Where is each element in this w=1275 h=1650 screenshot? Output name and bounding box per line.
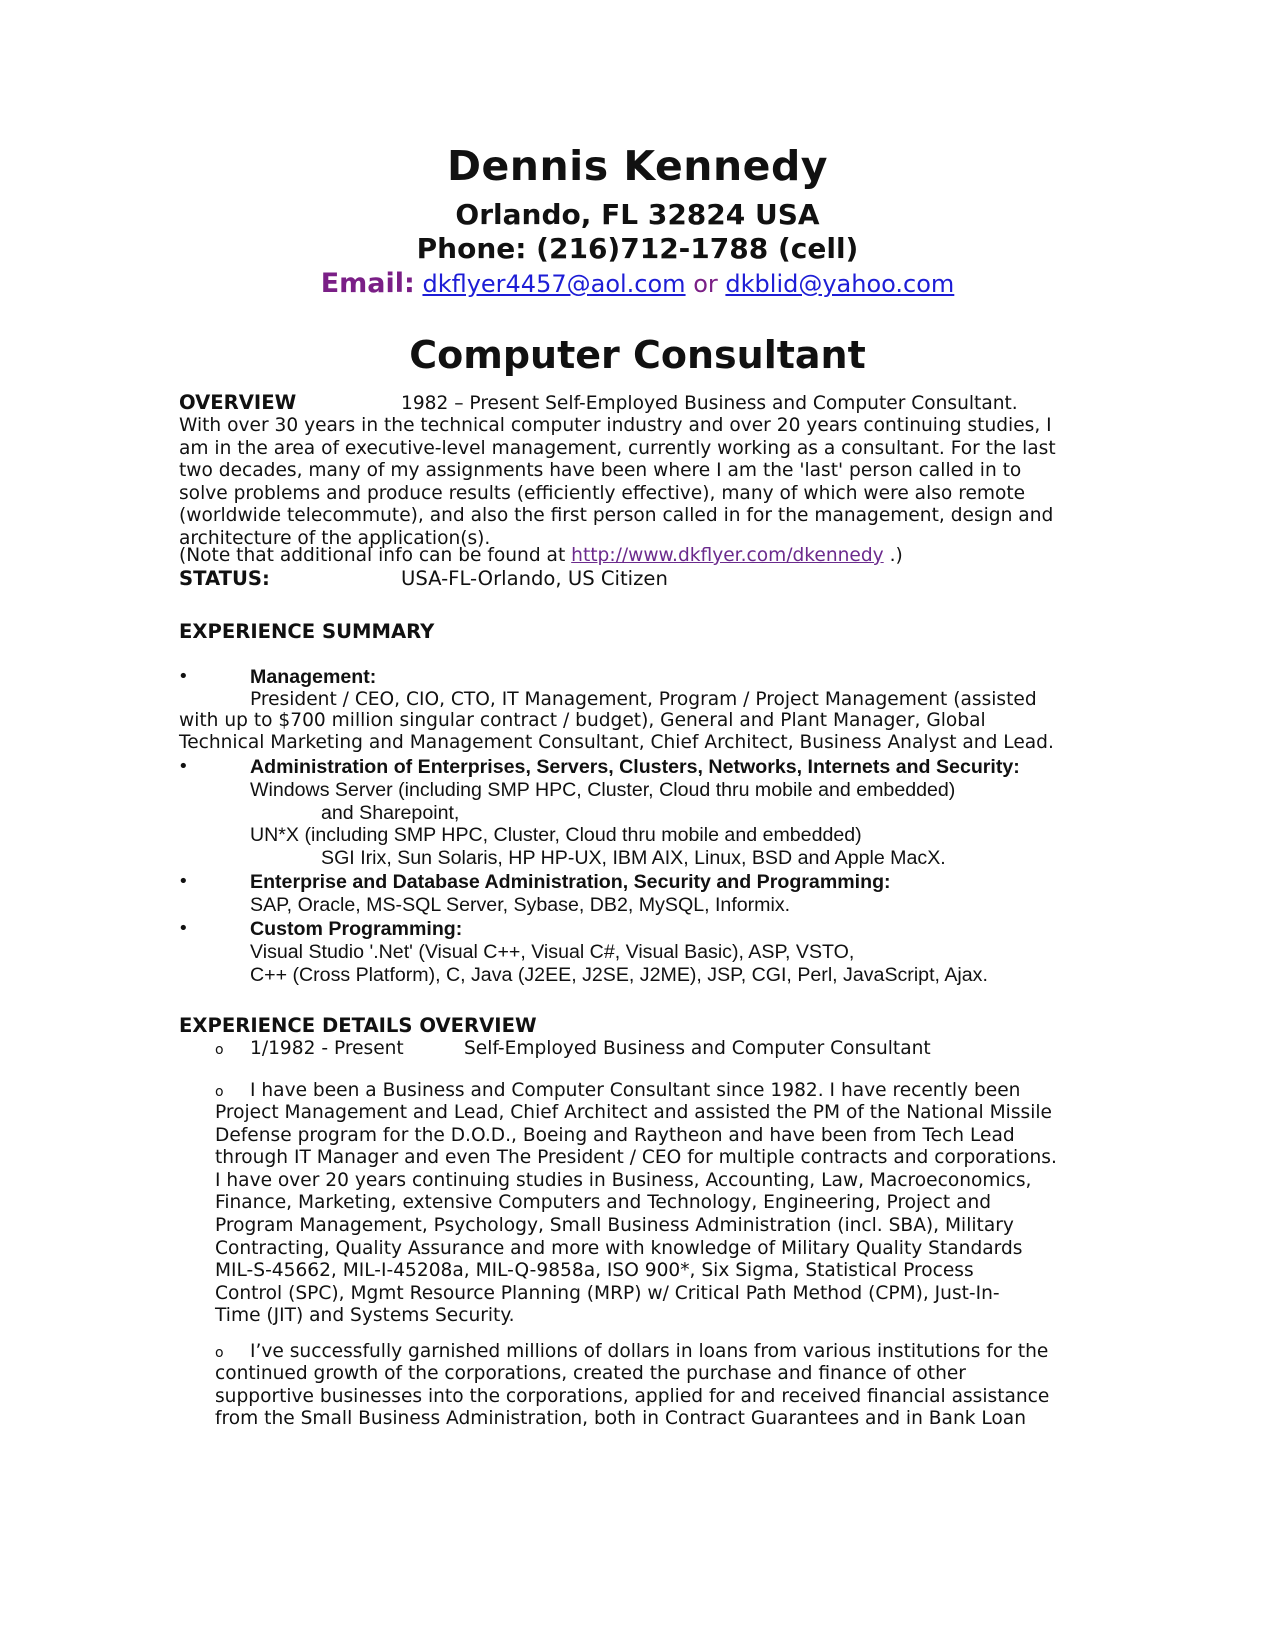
- admin-line: and Sharepoint,: [321, 802, 460, 824]
- email-label: Email:: [320, 268, 415, 299]
- management-line: Technical Marketing and Management Consultant, Chief Architect, Business Analyst and Lead.: [179, 732, 1054, 753]
- email-or: or: [693, 270, 718, 298]
- email-line: [0, 268, 1275, 299]
- bullet-icon: •: [178, 918, 189, 939]
- status-label: STATUS:: [179, 567, 270, 590]
- database-title: Enterprise and Database Administration, Security and Programming:: [250, 871, 891, 893]
- paragraph-line: supportive businesses into the corporations, applied for and received financial assistance: [215, 1385, 1050, 1407]
- admin-line: SGI Irix, Sun Solaris, HP HP-UX, IBM AIX, Linux, BSD and Apple MacX.: [321, 847, 946, 869]
- paragraph-line: Contracting, Quality Assurance and more with knowledge of Military Quality Standards: [215, 1237, 1023, 1259]
- paragraph-line: continued growth of the corporations, created the purchase and finance of other: [215, 1363, 966, 1384]
- overview-line: (worldwide telecommute), and also the first person called in for the management, design and: [179, 505, 1054, 527]
- paragraph-line: I’ve successfully garnished millions of dollars in loans from various institutions for the: [250, 1341, 1049, 1362]
- paragraph-line: Time (JIT) and Systems Security.: [215, 1305, 515, 1327]
- overview-first-line: 1982 – Present Self-Employed Business and Computer Consultant.: [401, 393, 1018, 414]
- management-title: Management:: [250, 666, 377, 688]
- note-suffix: .): [889, 545, 903, 566]
- candidate-phone: Phone: (216)712-1788 (cell): [416, 232, 859, 265]
- paragraph-line: from the Small Business Administration, both in Contract Guarantees and in Bank Loan: [215, 1408, 1026, 1430]
- email-link-aol[interactable]: dkflyer4457@aol.com: [422, 270, 686, 298]
- paragraph-line: Control (SPC), Mgmt Resource Planning (MRP) w/ Critical Path Method (CPM), Just-In-: [215, 1282, 1000, 1304]
- admin-line: Windows Server (including SMP HPC, Cluster, Cloud thru mobile and embedded): [250, 779, 956, 801]
- experience-role: Self-Employed Business and Computer Consultant: [464, 1038, 931, 1059]
- job-title: Computer Consultant: [409, 333, 866, 377]
- programming-line: Visual Studio '.Net' (Visual C++, Visual C#, Visual Basic), ASP, VSTO,: [250, 941, 855, 963]
- candidate-location: Orlando, FL 32824 USA: [455, 198, 820, 231]
- status-value: USA-FL-Orlando, US Citizen: [401, 567, 668, 590]
- overview-paragraph: [179, 415, 1056, 551]
- admin-title: Administration of Enterprises, Servers, Clusters, Networks, Internets and Security:: [250, 756, 1020, 778]
- management-line: President / CEO, CIO, CTO, IT Management, Program / Project Management (assisted: [250, 689, 1037, 710]
- website-link[interactable]: http://www.dkflyer.com/dkennedy: [571, 545, 884, 566]
- email-link-yahoo[interactable]: dkblid@yahoo.com: [725, 270, 955, 298]
- admin-line: UN*X (including SMP HPC, Cluster, Cloud thru mobile and embedded): [250, 824, 862, 846]
- bullet-icon: •: [178, 756, 189, 777]
- overview-label: OVERVIEW: [179, 391, 297, 414]
- note-prefix: (Note that additional info can be found at: [179, 545, 566, 566]
- paragraph-line: Finance, Marketing, extensive Computers and Technology, Engineering, Project and: [215, 1192, 992, 1214]
- paragraph-line: MIL-S-45662, MIL-I-45208a, MIL-Q-9858a, ISO 900*, Six Sigma, Statistical Process: [215, 1260, 974, 1282]
- paragraph-line: Program Management, Psychology, Small Business Administration (incl. SBA), Military: [215, 1214, 1014, 1236]
- circle-bullet-icon: o: [215, 1345, 224, 1361]
- paragraph-line: I have been a Business and Computer Consultant since 1982. I have recently been: [250, 1080, 1021, 1101]
- experience-paragraph: [215, 1102, 1057, 1328]
- circle-bullet-icon: o: [215, 1042, 224, 1058]
- programming-title: Custom Programming:: [250, 918, 463, 940]
- management-line: with up to $700 million singular contract / budget), General and Plant Manager, Global: [179, 710, 986, 731]
- paragraph-line: Defense program for the D.O.D., Boeing and Raytheon and have been from Tech Lead: [215, 1124, 1015, 1146]
- overview-line: With over 30 years in the technical computer industry and over 20 years continuing studies, I: [179, 415, 1052, 436]
- overview-line: solve problems and produce results (efficiently effective), many of which were also remote: [179, 482, 1026, 504]
- overview-line: two decades, many of my assignments have been where I am the 'last' person called in to: [179, 460, 1022, 482]
- overview-line: am in the area of executive-level management, currently working as a consultant. For the last: [179, 437, 1056, 459]
- paragraph-line: Project Management and Lead, Chief Architect and assisted the PM of the National Missile: [215, 1102, 1052, 1123]
- experience-period: 1/1982 - Present: [250, 1038, 404, 1059]
- overview-line: architecture of the application(s).: [179, 527, 491, 549]
- programming-line: C++ (Cross Platform), C, Java (J2EE, J2SE, J2ME), JSP, CGI, Perl, JavaScript, Ajax.: [250, 964, 988, 986]
- paragraph-line: through IT Manager and even The President / CEO for multiple contracts and corporations.: [215, 1147, 1057, 1169]
- bullet-icon: •: [178, 871, 189, 892]
- experience-summary-heading: EXPERIENCE SUMMARY: [179, 620, 435, 643]
- paragraph-line: I have over 20 years continuing studies in Business, Accounting, Law, Macroeconomics,: [215, 1169, 1032, 1191]
- circle-bullet-icon: o: [215, 1084, 224, 1100]
- candidate-name: Dennis Kennedy: [446, 142, 829, 190]
- overview-note: [179, 545, 903, 568]
- database-line: SAP, Oracle, MS-SQL Server, Sybase, DB2, MySQL, Informix.: [250, 894, 791, 916]
- bullet-icon: •: [178, 666, 189, 687]
- experience-details-heading: EXPERIENCE DETAILS OVERVIEW: [179, 1014, 537, 1037]
- experience-paragraph: [215, 1363, 1049, 1431]
